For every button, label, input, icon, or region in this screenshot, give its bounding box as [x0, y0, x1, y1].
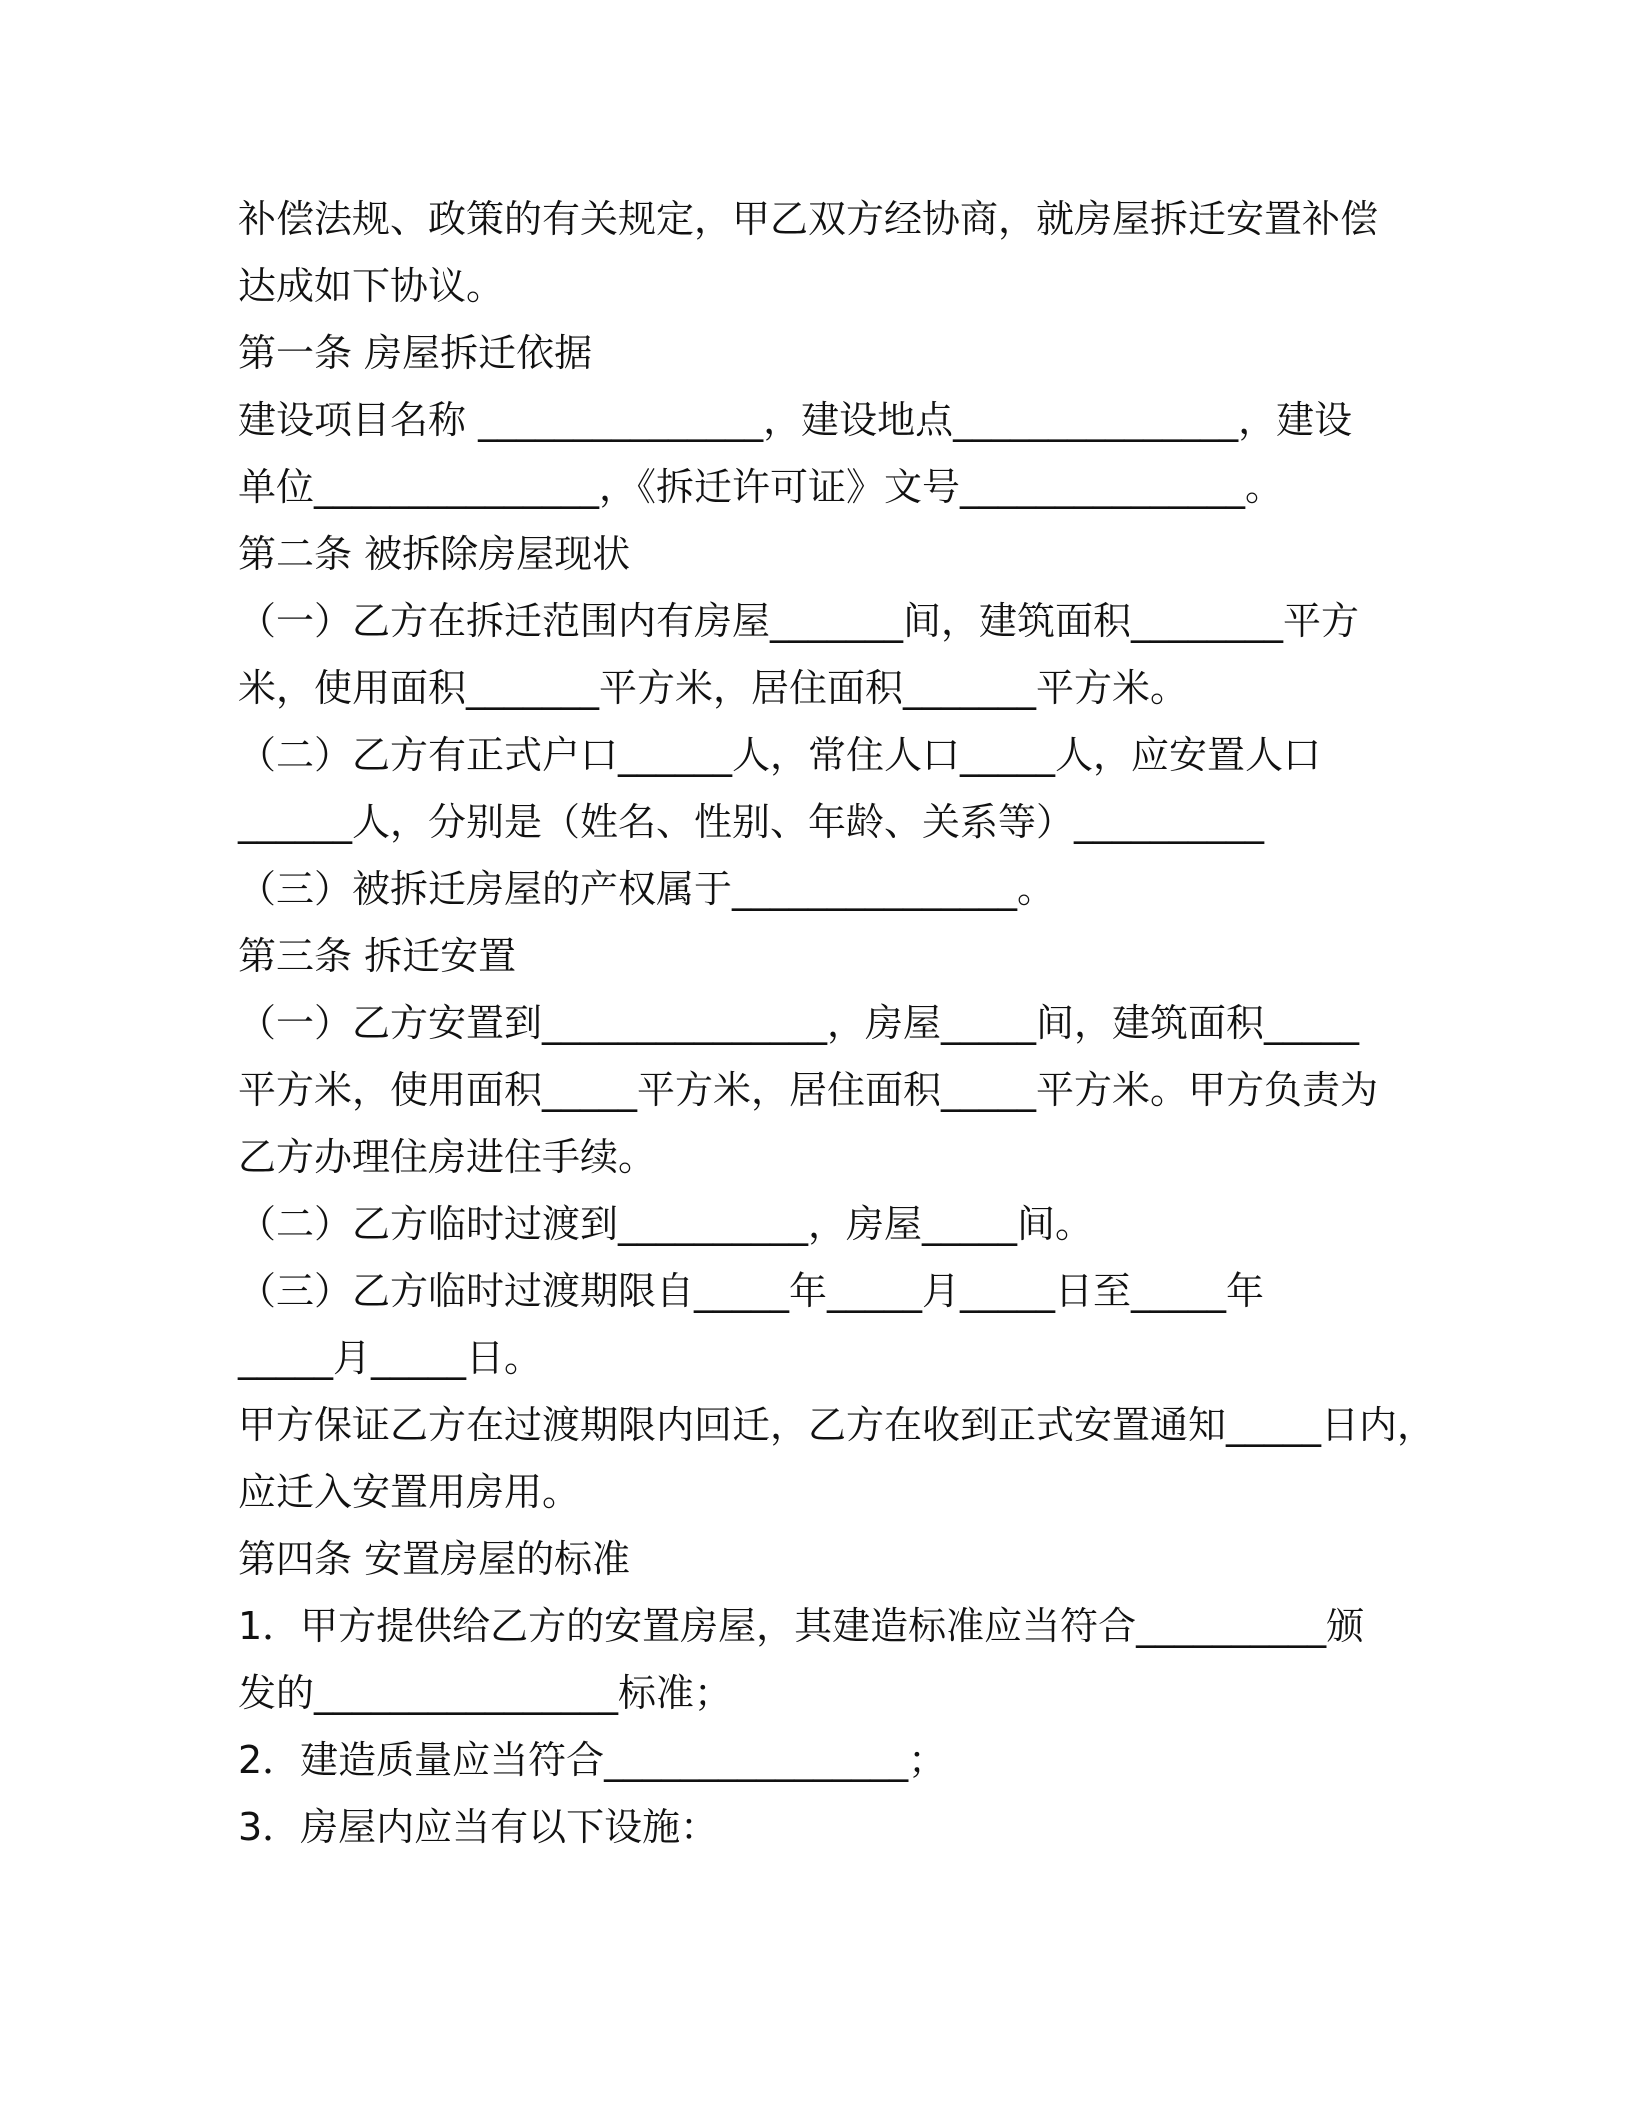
paragraph-line: 应迁入安置用房用。	[238, 1470, 581, 1514]
article-heading: 第二条 被拆除房屋现状	[238, 532, 631, 576]
paragraph-line: _____月_____日。	[238, 1336, 543, 1380]
paragraph-line: （二）乙方有正式户口______人，常住人口_____人，应安置人口	[238, 733, 1322, 777]
paragraph-line: 建设项目名称 _______________，建设地点_______________，建设	[238, 398, 1353, 442]
list-item: 3．房屋内应当有以下设施：	[238, 1805, 719, 1849]
paragraph-line: 乙方办理住房进住手续。	[238, 1135, 657, 1179]
paragraph-line: ______人，分别是（姓名、性别、年龄、关系等）__________	[238, 800, 1265, 844]
paragraph-line: （二）乙方临时过渡到__________，房屋_____间。	[238, 1202, 1094, 1246]
paragraph-line: 达成如下协议。	[238, 264, 505, 308]
article-heading: 第一条 房屋拆迁依据	[238, 331, 593, 375]
article-heading: 第三条 拆迁安置	[238, 934, 517, 978]
paragraph-line: （一）乙方安置到_______________，房屋_____间，建筑面积_____	[238, 1001, 1360, 1045]
paragraph-line: （三）被拆迁房屋的产权属于_______________。	[238, 867, 1056, 911]
paragraph-line: 甲方保证乙方在过渡期限内回迁，乙方在收到正式安置通知_____日内，	[238, 1403, 1436, 1447]
paragraph-line: 米，使用面积_______平方米，居住面积_______平方米。	[238, 666, 1189, 710]
document-body	[238, 186, 1438, 1861]
list-item: 2．建造质量应当符合________________；	[238, 1738, 947, 1782]
paragraph-line: （三）乙方临时过渡期限自_____年_____月_____日至_____年	[238, 1269, 1265, 1313]
paragraph-line: 平方米，使用面积_____平方米，居住面积_____平方米。甲方负责为	[238, 1068, 1379, 1112]
list-item: 发的________________标准；	[238, 1671, 733, 1715]
paragraph-line: （一）乙方在拆迁范围内有房屋_______间，建筑面积________平方	[238, 599, 1360, 643]
article-heading: 第四条 安置房屋的标准	[238, 1537, 631, 1581]
paragraph-line: 补偿法规、政策的有关规定，甲乙双方经协商，就房屋拆迁安置补偿	[238, 197, 1379, 241]
list-item: 1．甲方提供给乙方的安置房屋，其建造标准应当符合__________颁	[238, 1604, 1365, 1648]
paragraph-line: 单位_______________，《拆迁许可证》文号_______________。	[238, 465, 1284, 509]
